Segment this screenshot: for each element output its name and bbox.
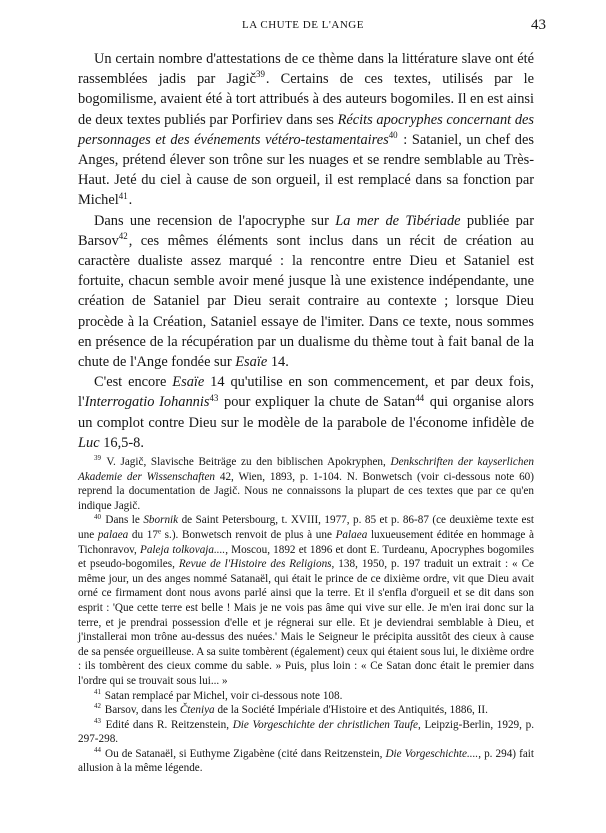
text-run: Barsov, dans les (101, 704, 180, 717)
italic-title: La mer de Tibériade (335, 212, 461, 229)
text-run: de la Société Impériale d'Histoire et des Antiquités, 1886, II. (214, 704, 488, 717)
text-run: s.). Bonwetsch renvoit de plus à une (161, 528, 336, 541)
italic-title: Esaïe (235, 354, 268, 371)
text-run: de Saint Petersbourg, t. XVIII, 1977, p. 85 et p. 86-87 (ce deuxième texte est une (78, 514, 534, 541)
paragraph-1 (78, 49, 534, 211)
footnote-ref-41: 41 (118, 190, 128, 201)
text-run: : Sataniel, un chef des Anges, prétend élever son trône sur les nuages et se rendre semblable au Très-Haut. Jeté du ciel à cause de son orgueil, il est remplacé dans sa fonction par Michel (78, 131, 534, 209)
text-run: 42, Wien, 1893, p. 1-104. N. Bonwetsch (voir ci-dessous note 60) reprend la documentation de Jagič. Nous ne connaissons la plupart de ces textes que par ce qu'en indique Jagič. (78, 470, 534, 512)
paragraph-2 (78, 211, 534, 373)
text-run: , Leipzig-Berlin, 1929, p. 297-298. (78, 718, 534, 746)
italic-title: Revue de l'Histoire des Religions (178, 558, 332, 571)
text-run: . (128, 192, 133, 209)
text-run: 16,5-8. (99, 434, 144, 451)
italic-title: Die Vorgeschichte der christlichen Taufe (232, 718, 419, 731)
footnote-ref-44: 44 (415, 392, 425, 403)
text-run: Edité dans R. Reitzenstein, (101, 718, 233, 731)
footnote-42 (78, 703, 534, 718)
page-number: 43 (531, 17, 546, 33)
text-run: , ces mêmes éléments sont inclus dans un récit de création au caractère dualiste assez marqué : la rencontre entre Dieu et Sataniel est fortuite, chacun semble avoir mené jusque là une existence indépendante, une création de Sataniel par Dieu serait contraire au contexte ; lorsque Dieu procède à la Création, Sataniel essaye de l'imiter. Dans ce texte, nous sommes en présence de la récupération par un dualisme du thème tout à fait banal de la chute de l'Ange fondée sur (78, 232, 534, 371)
text-run: Ou de Satanaël, si Euthyme Zigabène (cité dans Reitzenstein, (101, 747, 386, 760)
text-run: 14 qu'utilise en son commencement, et par deux fois, l' (78, 374, 534, 411)
footnote-number: 42 (94, 702, 101, 711)
footnote-ref-42: 42 (118, 231, 128, 242)
footnote-41 (78, 689, 534, 704)
text-run: pour expliquer la chute de Satan (219, 394, 416, 411)
italic-title: Paleja tolkovaja.... (140, 543, 226, 556)
footnote-ref-39: 39 (256, 69, 265, 80)
paragraph-3 (78, 372, 534, 453)
italic-title: Luc (78, 434, 100, 451)
text-run: . Certains de ces textes, utilisés par le bogomilisme, avaient été à tort attribués à des auteurs bogomiles. Il en est ainsi de deux textes publiés par Porfiriev dans ses (78, 71, 534, 128)
text-run: V. Jagič, Slavische Beiträge zu den biblischen Apokryphen, (101, 456, 391, 468)
text-run: , Moscou, 1892 et 1896 et dont E. Turdeanu, Apocryphes bogomiles et pseudo-bogomiles, (78, 543, 534, 571)
footnote-ref-40: 40 (388, 130, 398, 141)
footnote-number: 44 (94, 746, 101, 755)
running-title: LA CHUTE DE L'ANGE (242, 19, 364, 31)
footnote-number: 39 (94, 454, 101, 463)
italic-title: Interrogatio Iohannis (84, 394, 210, 411)
text-run: 14. (267, 354, 289, 371)
text-run: C'est encore (94, 374, 173, 391)
text-run: qui organise alors un complot contre Dieu sur le modèle de la parabole de l'économe infidèle de (78, 394, 534, 431)
italic-title: palaea (97, 528, 129, 541)
text-run: Dans une recension de l'apocryphe sur (94, 212, 336, 229)
running-header (0, 17, 606, 37)
italic-title: Die Vorgeschichte.... (385, 747, 479, 760)
footnote-43 (78, 718, 534, 747)
main-text (78, 49, 534, 453)
footnote-number: 41 (94, 687, 101, 696)
text-run: Satan remplacé par Michel, voir ci-dessous note 108. (101, 689, 343, 702)
footnote-ref-43: 43 (209, 392, 219, 403)
italic-title: Palaea (335, 528, 368, 541)
text-run: du 17 (128, 528, 158, 541)
italic-title: Récits apocryphes concernant des personnages et des événements vétéro-testamentaires (78, 111, 534, 148)
italic-title: Esaïe (172, 374, 205, 391)
text-run: , p. 294) fait allusion à la même légende. (78, 747, 534, 775)
text-run: Dans le (101, 514, 144, 527)
footnote-40 (78, 513, 534, 688)
italic-title: Denkschriften der kayserlichen Akademie der Wissenschaften (78, 456, 535, 483)
italic-title: Sbornik (143, 514, 179, 527)
footnotes (78, 455, 534, 776)
footnote-39 (78, 455, 534, 513)
superscript: e (157, 527, 162, 536)
footnote-number: 40 (94, 512, 101, 521)
footnote-44 (78, 747, 534, 776)
italic-title: Čteniya (179, 704, 215, 717)
text-run: luxueusement éditée en hommage à Tichonravov, (78, 528, 535, 556)
text-run: , 138, 1950, p. 197 traduit un extrait : « Ce même jour, un des anges nommé Satanaël, qui était le prince de ce dixième ordre, vit que Dieu avait orné ce firmament dont nous avons parlé ainsi que la terre. Et il s'enfla d'orgueil et se dit dans son esprit : 'Que cette terre est belle ! Mais je ne vois pas âme qui vive sur elle. Je m'en irai donc sur la terre, et je prendrai possession d'elle et je régnerai sur elle. Et je deviendrai semblable à Dieu, et j'installerai mon trône au-dessus des nuées.' Mais le Seigneur le précipita aussitôt des cieux à cause de sa pensée orgueilleuse. A sa suite tombèrent (également) ceux qui étaient sous lui, le dixième ordre : ils tombèrent des cieux comme du sable. » Puis, plus loin : « Ce Satan donc était le premier dans l'ordre qui se trouvait sous lui... » (78, 558, 535, 687)
footnote-number: 43 (94, 716, 101, 725)
text-run: publiée par Barsov (78, 212, 534, 249)
text-run: Un certain nombre d'attestations de ce thème dans la littérature slave ont été rassemblées jadis par Jagič (78, 51, 534, 88)
